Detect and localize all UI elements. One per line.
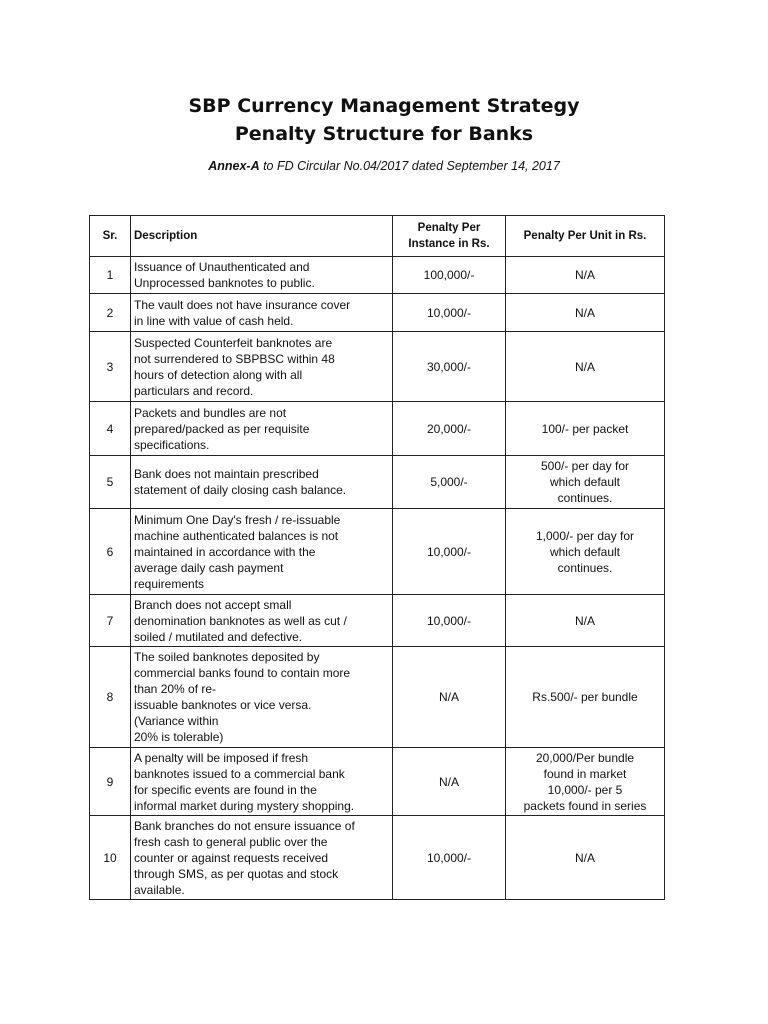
row-sr: 5 xyxy=(90,456,131,509)
table-row xyxy=(90,509,665,595)
table-row xyxy=(90,294,665,332)
row-description: Branch does not accept small denomination banknotes as well as cut / soiled / mutilated and defective. xyxy=(131,595,393,647)
penalty-table xyxy=(89,215,665,900)
table-row xyxy=(90,816,665,900)
annex-text: to FD Circular No.04/2017 dated September 14, 2017 xyxy=(259,159,560,173)
row-sr: 7 xyxy=(90,595,131,647)
row-penalty-per-unit: 1,000/- per day for which default continues. xyxy=(506,509,665,595)
column-header-per-instance: Penalty Per Instance in Rs. xyxy=(393,216,506,257)
row-penalty-per-instance: 5,000/- xyxy=(393,456,506,509)
row-description: The soiled banknotes deposited by commercial banks found to contain more than 20% of re- issuable banknotes or vice versa. (Variance within 20% is tolerable) xyxy=(131,647,393,748)
row-penalty-per-unit: N/A xyxy=(506,816,665,900)
row-penalty-per-instance: N/A xyxy=(393,748,506,816)
row-sr: 4 xyxy=(90,402,131,456)
row-sr: 10 xyxy=(90,816,131,900)
row-penalty-per-instance: 20,000/- xyxy=(393,402,506,456)
row-penalty-per-unit: N/A xyxy=(506,332,665,402)
row-description: Issuance of Unauthenticated and Unprocessed banknotes to public. xyxy=(131,257,393,294)
annex-label: Annex-A xyxy=(208,159,260,173)
row-penalty-per-instance: 100,000/- xyxy=(393,257,506,294)
column-header-description: Description xyxy=(131,216,393,257)
row-penalty-per-unit: N/A xyxy=(506,294,665,332)
row-penalty-per-instance: 10,000/- xyxy=(393,509,506,595)
row-penalty-per-instance: N/A xyxy=(393,647,506,748)
table-row xyxy=(90,595,665,647)
row-sr: 8 xyxy=(90,647,131,748)
column-header-per-unit: Penalty Per Unit in Rs. xyxy=(506,216,665,257)
table-row xyxy=(90,402,665,456)
document-subtitle: Penalty Structure for Banks xyxy=(234,123,534,145)
row-sr: 1 xyxy=(90,257,131,294)
row-description: Suspected Counterfeit banknotes are not surrendered to SBPBSC within 48 hours of detection along with all particulars and record. xyxy=(131,332,393,402)
row-description: Packets and bundles are not prepared/packed as per requisite specifications. xyxy=(131,402,393,456)
row-sr: 2 xyxy=(90,294,131,332)
row-sr: 6 xyxy=(90,509,131,595)
row-penalty-per-unit: N/A xyxy=(506,595,665,647)
row-penalty-per-unit: Rs.500/- per bundle xyxy=(506,647,665,748)
row-sr: 3 xyxy=(90,332,131,402)
row-penalty-per-instance: 10,000/- xyxy=(393,595,506,647)
column-header-sr: Sr. xyxy=(90,216,131,257)
table-row xyxy=(90,257,665,294)
row-penalty-per-instance: 10,000/- xyxy=(393,294,506,332)
row-penalty-per-unit: 500/- per day for which default continues. xyxy=(506,456,665,509)
row-description: Bank branches do not ensure issuance of fresh cash to general public over the counter or against requests received through SMS, as per quotas and stock available. xyxy=(131,816,393,900)
annex-reference xyxy=(0,157,768,175)
row-sr: 9 xyxy=(90,748,131,816)
row-penalty-per-unit: 20,000/Per bundle found in market 10,000/- per 5 packets found in series xyxy=(506,748,665,816)
row-description: The vault does not have insurance cover in line with value of cash held. xyxy=(131,294,393,332)
row-penalty-per-unit: N/A xyxy=(506,257,665,294)
row-penalty-per-instance: 10,000/- xyxy=(393,816,506,900)
document-title: SBP Currency Management Strategy xyxy=(188,95,580,117)
table-row xyxy=(90,647,665,748)
table-row xyxy=(90,748,665,816)
row-penalty-per-instance: 30,000/- xyxy=(393,332,506,402)
row-description: A penalty will be imposed if fresh banknotes issued to a commercial bank for specific events are found in the informal market during mystery shopping. xyxy=(131,748,393,816)
row-description: Bank does not maintain prescribed statement of daily closing cash balance. xyxy=(131,456,393,509)
table-header-row xyxy=(90,216,665,257)
row-penalty-per-unit: 100/- per packet xyxy=(506,402,665,456)
table-row xyxy=(90,456,665,509)
table-row xyxy=(90,332,665,402)
row-description: Minimum One Day's fresh / re-issuable machine authenticated balances is not maintained in accordance with the average daily cash payment requirements xyxy=(131,509,393,595)
